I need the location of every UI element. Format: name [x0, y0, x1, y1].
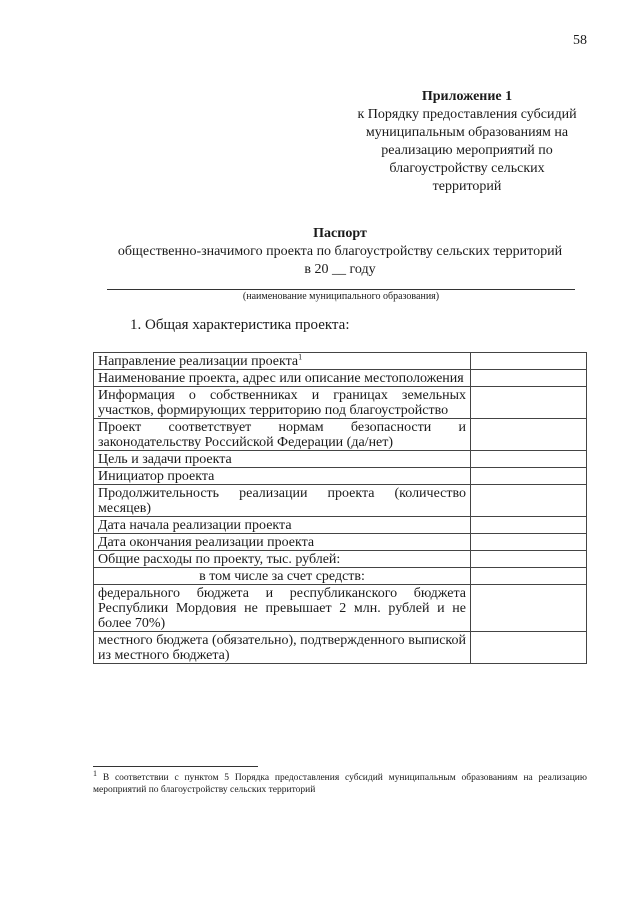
table-cell-value: [471, 387, 587, 419]
table-cell-value: [471, 568, 587, 585]
municipality-caption: (наименование муниципального образования): [242, 291, 440, 302]
table-row: [94, 585, 587, 632]
footnote: [93, 768, 587, 796]
municipality-underline: [107, 289, 575, 290]
table-cell-value: [471, 485, 587, 517]
footnote-text: В соответствии с пунктом 5 Порядка предоставления субсидий муниципальным образованиям на реализацию мероприятий по благоустройству сельских территорий: [93, 773, 587, 795]
table-cell-value: [471, 468, 587, 485]
page-number: 58: [573, 33, 587, 48]
passport-year-line: в 20 __ году: [304, 262, 376, 277]
section-heading: 1. Общая характеристика проекта:: [130, 317, 350, 333]
table-cell-label: Продолжительность реализации проекта (количество месяцев): [94, 485, 471, 517]
table-cell-label: Проект соответствует нормам безопасности и законодательству Российской Федерации (да/нет): [94, 419, 471, 451]
table-cell-label: Дата начала реализации проекта: [94, 517, 471, 534]
table-row: [94, 451, 587, 468]
appendix-line: к Порядку предоставления субсидий: [357, 107, 577, 122]
appendix-line: реализацию мероприятий по: [381, 143, 553, 158]
row-label: Направление реализации проекта: [98, 354, 299, 369]
table-row: [94, 568, 587, 585]
appendix-header: [332, 88, 602, 196]
table-cell-label: Цель и задачи проекта: [94, 451, 471, 468]
table-cell-value: [471, 534, 587, 551]
appendix-line: территорий: [432, 179, 502, 194]
table-cell-value: [471, 451, 587, 468]
passport-subtitle: общественно-значимого проекта по благоустройству сельских территорий: [117, 244, 563, 259]
table-cell-label: [94, 353, 471, 370]
table-row: [94, 468, 587, 485]
table-cell-label: Наименование проекта, адрес или описание местоположения: [94, 370, 471, 387]
table-cell-label: федерального бюджета и республиканского бюджета Республики Мордовия не превышает 2 млн. рублей и не более 70%): [94, 585, 471, 632]
table-cell-value: [471, 419, 587, 451]
table-cell-value: [471, 632, 587, 664]
footnote-mark: 1: [298, 352, 303, 362]
table-row: [94, 353, 587, 370]
passport-title: Паспорт: [313, 226, 367, 241]
table-row: [94, 370, 587, 387]
table-cell-label: Общие расходы по проекту, тыс. рублей:: [94, 551, 471, 568]
table-cell-label: Инициатор проекта: [94, 468, 471, 485]
project-characteristics-table: [93, 352, 587, 664]
table-cell-value: [471, 551, 587, 568]
table-row: [94, 485, 587, 517]
table-cell-value: [471, 353, 587, 370]
table-row: [94, 632, 587, 664]
passport-heading: [60, 225, 620, 279]
table-cell-value: [471, 585, 587, 632]
appendix-title: Приложение 1: [421, 89, 513, 104]
table-row: [94, 387, 587, 419]
footnote-mark: 1: [93, 768, 97, 778]
table-row: [94, 551, 587, 568]
table-cell-value: [471, 517, 587, 534]
table-cell-label: местного бюджета (обязательно), подтвержденного выпиской из местного бюджета): [94, 632, 471, 664]
footnote-separator: [93, 766, 258, 767]
table-row: [94, 517, 587, 534]
table-cell-label: Дата окончания реализации проекта: [94, 534, 471, 551]
appendix-line: муниципальным образованиям на: [365, 125, 569, 140]
table-row: [94, 534, 587, 551]
table-cell-label: Информация о собственниках и границах земельных участков, формирующих территорию под благоустройство: [94, 387, 471, 419]
table-cell-including: в том числе за счет средств:: [94, 568, 471, 585]
appendix-line: благоустройству сельских: [389, 161, 545, 176]
table-cell-value: [471, 370, 587, 387]
table-row: [94, 419, 587, 451]
